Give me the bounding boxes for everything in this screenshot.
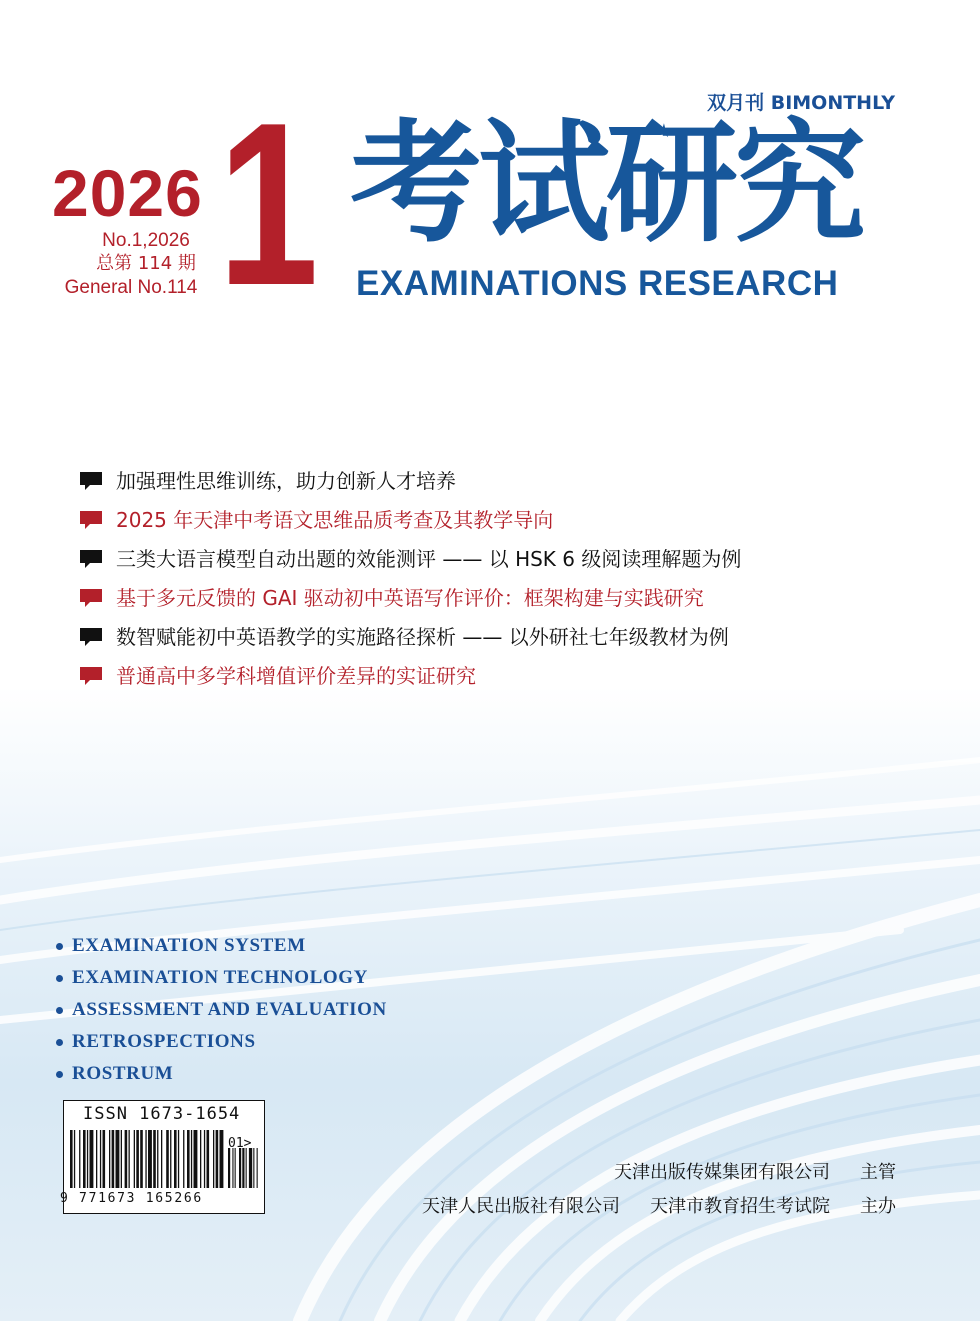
- column-label: RETROSPECTIONS: [72, 1031, 256, 1052]
- bullet-dot-icon: [56, 1071, 63, 1078]
- speech-bubble-icon: [80, 550, 102, 566]
- article-title: 数智赋能初中英语教学的实施路径探析 —— 以外研社七年级教材为例: [116, 625, 729, 649]
- article-item: [80, 499, 741, 538]
- issue-label: No.1,2026: [102, 230, 190, 251]
- article-item: [80, 577, 741, 616]
- journal-title-cn: 考试研究: [350, 107, 862, 261]
- supervisor-line: [614, 1158, 896, 1184]
- article-title: 普通高中多学科增值评价差异的实证研究: [116, 664, 476, 688]
- article-title: 三类大语言模型自动出题的效能测评 —— 以 HSK 6 级阅读理解题为例: [116, 547, 742, 571]
- speech-bubble-icon: [80, 667, 102, 683]
- total-issue-cn: 总第 114 期: [96, 253, 196, 274]
- sponsor-name-2: 天津市教育招生考试院: [650, 1196, 830, 1217]
- frequency-label: 双月刊 BIMONTHLY: [707, 92, 895, 114]
- speech-bubble-icon: [80, 589, 102, 605]
- general-number: General No.114: [64, 277, 198, 298]
- speech-bubble-icon: [80, 628, 102, 644]
- article-item: [80, 655, 741, 694]
- barcode-addon: 01>: [228, 1136, 252, 1151]
- column-label: EXAMINATION SYSTEM: [72, 935, 306, 956]
- article-item: [80, 616, 741, 655]
- sponsor-line: [422, 1192, 896, 1218]
- supervisor-name: 天津出版传媒集团有限公司: [614, 1162, 830, 1183]
- journal-columns: [56, 930, 387, 1090]
- issue-number-large: 1: [218, 75, 319, 334]
- column-label: EXAMINATION TECHNOLOGY: [72, 967, 368, 988]
- speech-bubble-icon: [80, 472, 102, 488]
- featured-articles: [80, 460, 741, 694]
- article-title: 2025 年天津中考语文思维品质考查及其教学导向: [116, 508, 554, 532]
- bullet-dot-icon: [56, 1007, 63, 1014]
- column-item: [56, 994, 387, 1026]
- column-item: [56, 962, 387, 994]
- speech-bubble-icon: [80, 511, 102, 527]
- bullet-dot-icon: [56, 975, 63, 982]
- article-title: 基于多元反馈的 GAI 驱动初中英语写作评价：框架构建与实践研究: [116, 586, 704, 610]
- article-title: 加强理性思维训练，助力创新人才培养: [116, 469, 456, 493]
- article-item: [80, 460, 741, 499]
- column-item: [56, 930, 387, 962]
- journal-title-en: EXAMINATIONS RESEARCH: [356, 264, 839, 303]
- barcode-number: 9 771673 165266: [60, 1191, 203, 1206]
- bullet-dot-icon: [56, 1039, 63, 1046]
- column-item: [56, 1058, 387, 1090]
- column-label: ASSESSMENT AND EVALUATION: [72, 999, 387, 1020]
- issue-year: 2026: [52, 156, 203, 230]
- issn-label: ISSN 1673-1654: [83, 1104, 241, 1124]
- column-label: ROSTRUM: [72, 1063, 174, 1084]
- column-item: [56, 1026, 387, 1058]
- supervisor-role: 主管: [860, 1162, 896, 1183]
- article-item: [80, 538, 741, 577]
- bullet-dot-icon: [56, 943, 63, 950]
- sponsor-role: 主办: [860, 1196, 896, 1217]
- sponsor-name-1: 天津人民出版社有限公司: [422, 1196, 620, 1217]
